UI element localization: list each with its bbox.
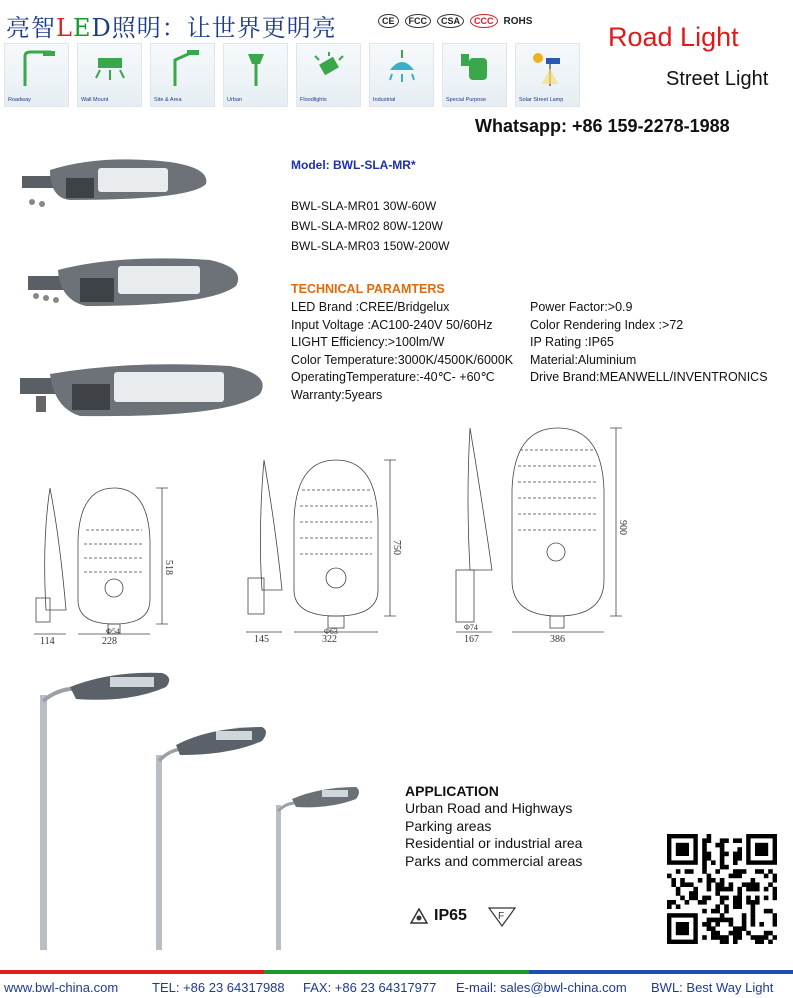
dim-width: 386: [550, 634, 565, 645]
category-label: Site & Area: [154, 97, 182, 103]
category-label: Urban: [227, 97, 242, 103]
spec-column-left: [291, 299, 531, 404]
dim-side: 167: [464, 634, 479, 645]
brand-letter-l: L: [56, 14, 73, 42]
floodlight-icon: [309, 48, 349, 88]
brand-letter-e: E: [72, 14, 92, 42]
footer-website[interactable]: www.bwl-china.com: [4, 980, 119, 995]
spec-input-voltage: Input Voltage :AC100-240V 50/60Hz: [291, 317, 493, 332]
dim-height: 750: [391, 540, 402, 555]
spec-color-temperature: Color Temperature:3000K/4500K/6000K: [291, 352, 514, 367]
category-industrial[interactable]: [369, 43, 434, 107]
csa-mark: CSA: [437, 14, 464, 28]
certification-marks: [378, 14, 532, 28]
ip-rating-mark: IP65: [434, 907, 467, 924]
spec-power-factor: Power Factor:>0.9: [530, 300, 633, 314]
product-photo-mr01: [22, 159, 206, 207]
footer-bar-blue: [529, 970, 793, 974]
application-illustration: [30, 665, 380, 955]
model-name: Model: BWL-SLA-MR*: [291, 158, 416, 172]
footer-slogan: BWL: Best Way Light: [651, 980, 774, 995]
page-subtitle: Street Light: [666, 68, 769, 90]
model-variant: BWL-SLA-MR02 80W-120W: [291, 219, 443, 233]
wall-light-icon: [90, 48, 130, 88]
special-light-icon: [455, 48, 495, 88]
pole-medium: [156, 727, 266, 950]
application-item: Parks and commercial areas: [405, 852, 583, 869]
solar-lamp-icon: [528, 48, 568, 88]
category-label: Floodlights: [300, 97, 327, 103]
application-title: APPLICATION: [405, 783, 499, 799]
category-solar-street-lamp[interactable]: [515, 43, 580, 107]
footer-tel: TEL: +86 23 64317988: [152, 980, 285, 995]
spec-material: Material:Aluminium: [530, 352, 637, 367]
technical-parameters-title: TECHNICAL PARAMTERS: [291, 282, 445, 296]
dim-height: 518: [163, 560, 174, 575]
road-lamp-icon: [17, 48, 57, 88]
dim-diameter: Φ63: [324, 627, 338, 636]
brand-slogan: [6, 8, 337, 43]
fcc-mark: FCC: [405, 14, 432, 28]
spec-color-rendering: Color Rendering Index :>72: [530, 317, 684, 332]
rohs-mark: ROHS: [503, 15, 533, 27]
pole-large: [40, 673, 169, 950]
category-label: Industrial: [373, 97, 396, 103]
ip-water-icon: [410, 908, 428, 924]
category-floodlights[interactable]: [296, 43, 361, 107]
category-wall-mount[interactable]: [77, 43, 142, 107]
spec-light-efficiency: LIGHT Efficiency:>100lm/W: [291, 335, 445, 349]
dim-side: 145: [254, 634, 269, 645]
category-site-area[interactable]: [150, 43, 215, 107]
product-photo-mr03: [20, 364, 263, 416]
model-variant: BWL-SLA-MR01 30W-60W: [291, 199, 437, 213]
category-label: Special Purpose: [446, 97, 487, 103]
application-item: Urban Road and Highways: [405, 800, 573, 816]
dim-width: 322: [322, 634, 337, 645]
qr-code[interactable]: [667, 834, 777, 944]
pole-small: [276, 787, 359, 950]
whatsapp-contact: Whatsapp: +86 159-2278-1988: [475, 116, 730, 136]
footer-bar-green: [264, 970, 528, 974]
footer-bar-red: [0, 970, 264, 974]
drawing-mr03: [456, 428, 628, 645]
spec-drive-brand: Drive Brand:MEANWELL/INVENTRONICS: [530, 370, 768, 384]
ccc-mark: CCC: [470, 14, 498, 28]
dim-height: 900: [617, 520, 628, 535]
page-title: Road Light: [608, 22, 739, 52]
category-urban[interactable]: [223, 43, 288, 107]
industrial-light-icon: [382, 48, 422, 88]
drawing-mr02: [246, 460, 402, 645]
model-variant: BWL-SLA-MR03 150W-200W: [291, 239, 450, 253]
spec-warranty: Warranty:5years: [291, 387, 383, 402]
model-variants: [291, 196, 450, 256]
spec-column-right: [530, 299, 790, 387]
product-photos: [10, 150, 280, 420]
brand-text-cn-2: 照明：让世界更明亮: [111, 14, 337, 42]
spec-ip-rating: IP Rating :IP65: [530, 335, 614, 349]
application-item: Residential or industrial area: [405, 835, 583, 851]
urban-lamp-icon: [236, 48, 276, 88]
spec-led-brand: LED Brand :CREE/Bridgelux: [291, 300, 450, 314]
brand-letter-d: D: [91, 14, 112, 42]
f-mark-icon: [487, 904, 517, 928]
f-mark-text: F: [497, 911, 505, 922]
dim-diameter: Φ74: [464, 623, 478, 632]
application-item: Parking areas: [405, 817, 492, 834]
spec-operating-temperature: OperatingTemperature:-40℃- +60℃: [291, 370, 495, 384]
dim-width: 228: [102, 636, 117, 647]
footer-email[interactable]: E-mail: sales@bwl-china.com: [456, 980, 627, 995]
category-bar: [4, 43, 580, 107]
dim-side: 114: [40, 636, 55, 647]
product-photo-mr02: [28, 258, 238, 306]
rating-marks: [410, 904, 517, 928]
category-roadway[interactable]: [4, 43, 69, 107]
dim-diameter: Φ54: [106, 627, 120, 636]
category-label: Solar Street Lamp: [519, 97, 564, 103]
category-special-purpose[interactable]: [442, 43, 507, 107]
drawing-mr01: [34, 488, 174, 647]
application-list: [405, 800, 582, 870]
ce-mark: CE: [378, 14, 399, 28]
technical-drawings: [20, 420, 640, 650]
footer-color-bar: [0, 970, 793, 974]
area-light-icon: [163, 48, 203, 88]
category-label: Wall Mount: [81, 97, 109, 103]
category-label: Roadway: [8, 97, 31, 103]
brand-text-cn: 亮智: [6, 14, 56, 42]
footer-fax: FAX: +86 23 64317977: [303, 980, 437, 995]
